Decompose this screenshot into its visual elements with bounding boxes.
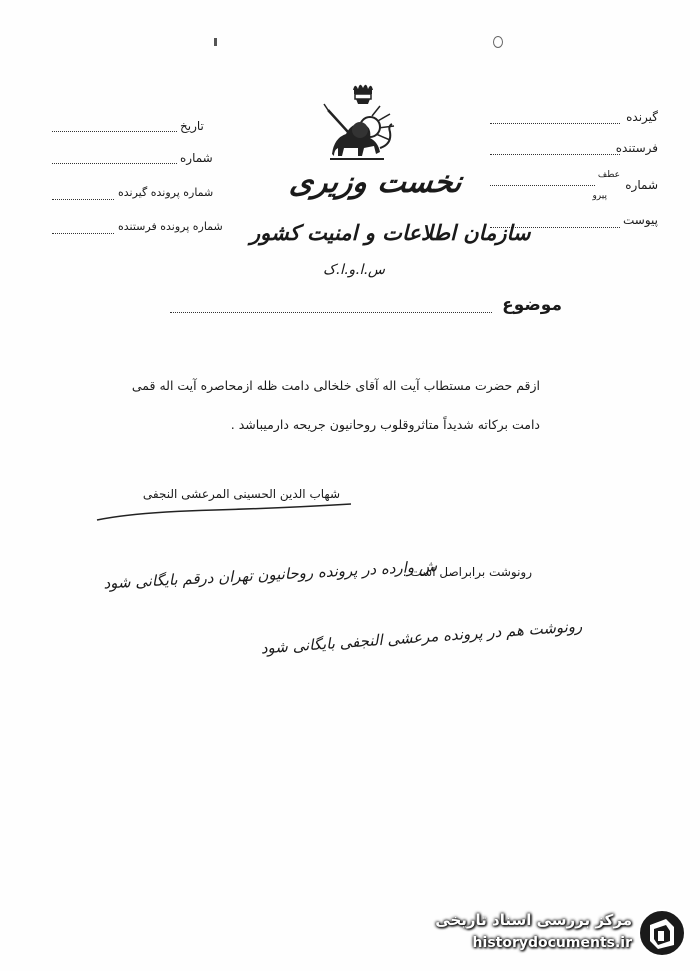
scan-speck	[214, 38, 217, 46]
date-label: تاریخ	[180, 119, 204, 133]
recipient-file-line	[52, 199, 114, 200]
letterhead-subtitle: سازمان اطلاعات و امنیت کشور	[250, 220, 531, 245]
following-label: پیرو	[592, 191, 607, 201]
number-line-right	[490, 185, 595, 186]
number-label-left: شماره	[180, 151, 213, 165]
watermark	[412, 905, 692, 965]
sender-file-line	[52, 233, 114, 234]
subject-line	[170, 312, 492, 313]
scan-speck	[493, 36, 503, 48]
letterhead-title: نخست وزیری	[287, 165, 465, 200]
subject-label: موضوع	[502, 295, 562, 315]
handwritten-note-1: ش وارده در پرونده روحانیون تهران درقم بایگانی شود	[102, 557, 438, 593]
archive-logo-icon	[636, 907, 688, 959]
signature-underline	[95, 500, 355, 524]
organization-code: س.ا.و.ا.ک	[323, 262, 385, 278]
watermark-url: historydocuments.ir	[472, 935, 632, 951]
lion-and-sun-emblem-icon	[318, 82, 408, 172]
body-line-2: دامت برکاته شدیداً متاثروقلوب روحانیون جریحه دارمیباشد .	[230, 417, 540, 432]
attachment-label: پیوست	[623, 213, 658, 227]
number-line-left	[52, 163, 177, 164]
date-line	[52, 131, 177, 132]
copy-certification: رونوشت برابراصل است .	[402, 565, 532, 579]
handwritten-note-2: رونوشت هم در پرونده مرعشی النجفی بایگانی شود	[260, 617, 583, 658]
recipient-file-label: شماره پرونده گیرنده	[118, 186, 214, 199]
body-line-1: ازقم حضرت مستطاب آیت اله آقای خلخالی دامت ظله ازمحاصره آیت اله قمی	[131, 378, 540, 393]
signature: شهاب الدین الحسینی المرعشی النجفی	[142, 487, 340, 501]
recipient-line	[490, 123, 620, 124]
number-label-right: شماره	[625, 178, 658, 192]
recipient-label: گیرنده	[626, 110, 658, 124]
sender-file-label: شماره پرونده فرستنده	[118, 220, 223, 233]
watermark-name: مرکز بررسی اسناد تاریخی	[435, 911, 632, 929]
sender-label: فرستنده	[615, 141, 658, 155]
sender-line	[490, 154, 620, 155]
reference-label: عطف	[597, 170, 620, 180]
